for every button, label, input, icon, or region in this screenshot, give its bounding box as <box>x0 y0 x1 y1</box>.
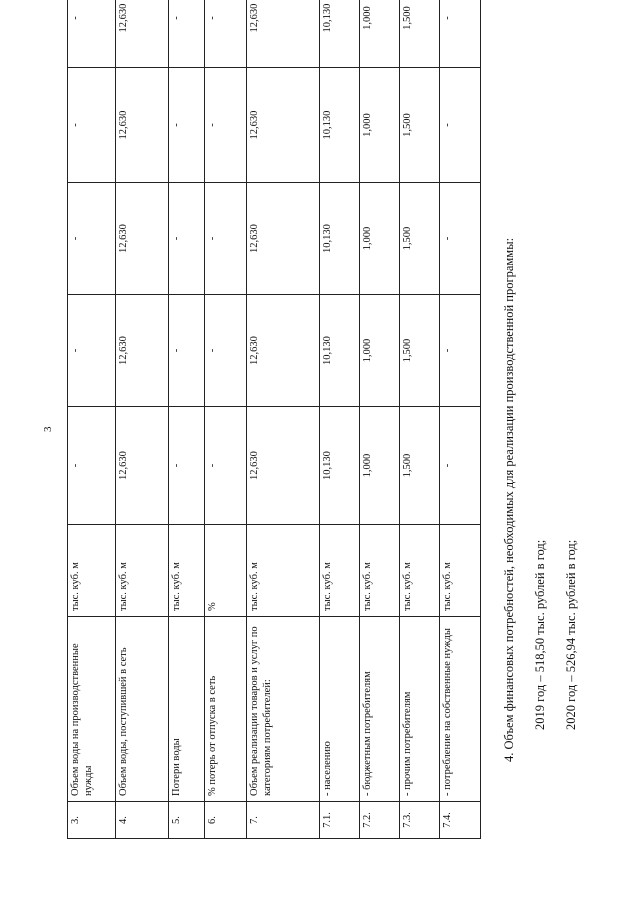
value-cell: - <box>169 407 205 525</box>
value-cell: 12,630 <box>116 407 169 525</box>
indicator-name: Объем воды на производственные нужды <box>68 617 116 802</box>
value-cell: - <box>440 0 481 68</box>
unit-cell: тыс. куб. м <box>169 525 205 617</box>
value-cell: - <box>169 183 205 295</box>
section-4 <box>498 62 591 762</box>
row-number: 7.1. <box>320 802 360 839</box>
value-cell: 1,000 <box>360 0 400 68</box>
row-number: 3. <box>68 802 116 839</box>
value-cell: - <box>68 295 116 407</box>
value-cell: - <box>68 183 116 295</box>
unit-cell: тыс. куб. м <box>68 525 116 617</box>
value-cell: 10,130 <box>320 295 360 407</box>
unit-cell: тыс. куб. м <box>116 525 169 617</box>
unit-cell: тыс. куб. м <box>440 525 481 617</box>
value-cell: 10,130 <box>320 407 360 525</box>
row-number: 4. <box>116 802 169 839</box>
value-cell: 1,500 <box>400 183 440 295</box>
table-row <box>247 0 320 839</box>
value-cell: - <box>440 183 481 295</box>
unit-cell: тыс. куб. м <box>320 525 360 617</box>
value-cell: - <box>68 407 116 525</box>
value-cell: 12,630 <box>247 407 320 525</box>
value-cell: - <box>68 0 116 68</box>
value-cell: 1,500 <box>400 407 440 525</box>
value-cell: 10,130 <box>320 68 360 183</box>
indicator-name: Объем реализации товаров и услуг по категориям потребителей: <box>247 617 320 802</box>
table-row <box>440 0 481 839</box>
unit-cell: % <box>205 525 247 617</box>
page-number: 3 <box>42 426 54 432</box>
value-cell: 10,130 <box>320 0 360 68</box>
value-cell: - <box>440 68 481 183</box>
table-row <box>400 0 440 839</box>
production-program-table <box>67 0 481 839</box>
value-cell: 1,000 <box>360 295 400 407</box>
table-row <box>205 0 247 839</box>
value-cell: 12,630 <box>116 0 169 68</box>
value-cell: - <box>440 407 481 525</box>
value-cell: - <box>205 295 247 407</box>
row-number: 5. <box>169 802 205 839</box>
section-4-heading: 4. Объем финансовых потребностей, необходимых для реализации производственной программы: <box>502 237 516 762</box>
value-cell: - <box>205 183 247 295</box>
value-cell: 10,130 <box>320 183 360 295</box>
indicator-name: - бюджетным потребителям <box>360 617 400 802</box>
value-cell: 1,000 <box>360 68 400 183</box>
value-cell: 12,630 <box>247 295 320 407</box>
row-number: 7. <box>247 802 320 839</box>
table-row <box>116 0 169 839</box>
table-row <box>320 0 360 839</box>
value-cell: 12,630 <box>247 183 320 295</box>
value-cell: 1,500 <box>400 295 440 407</box>
value-cell: 12,630 <box>247 68 320 183</box>
unit-cell: тыс. куб. м <box>247 525 320 617</box>
value-cell: - <box>205 407 247 525</box>
finance-line-2020: 2020 год – 526,94 тыс. рублей в год; <box>564 539 578 730</box>
value-cell: 12,630 <box>247 0 320 68</box>
value-cell: - <box>205 0 247 68</box>
table-row <box>68 0 116 839</box>
value-cell: - <box>205 68 247 183</box>
value-cell: - <box>169 0 205 68</box>
value-cell: 1,000 <box>360 183 400 295</box>
indicator-name: Объем воды, поступившей в сеть <box>116 617 169 802</box>
value-cell: 12,630 <box>116 183 169 295</box>
table-row <box>360 0 400 839</box>
indicator-name: % потерь от отпуска в сеть <box>205 617 247 802</box>
row-number: 7.3. <box>400 802 440 839</box>
indicator-name: - населению <box>320 617 360 802</box>
finance-line-2019: 2019 год – 518,50 тыс. рублей в год; <box>533 539 547 730</box>
value-cell: 1,500 <box>400 68 440 183</box>
value-cell: - <box>169 68 205 183</box>
indicator-name: - прочим потребителям <box>400 617 440 802</box>
table-row <box>169 0 205 839</box>
value-cell: - <box>440 295 481 407</box>
value-cell: 1,500 <box>400 0 440 68</box>
value-cell: - <box>169 295 205 407</box>
row-number: 6. <box>205 802 247 839</box>
indicator-name: - потребление на собственные нужды <box>440 617 481 802</box>
value-cell: 12,630 <box>116 295 169 407</box>
row-number: 7.4. <box>440 802 481 839</box>
unit-cell: тыс. куб. м <box>360 525 400 617</box>
value-cell: - <box>68 68 116 183</box>
row-number: 7.2. <box>360 802 400 839</box>
unit-cell: тыс. куб. м <box>400 525 440 617</box>
value-cell: 1,000 <box>360 407 400 525</box>
value-cell: 12,630 <box>116 68 169 183</box>
indicator-name: Потери воды <box>169 617 205 802</box>
